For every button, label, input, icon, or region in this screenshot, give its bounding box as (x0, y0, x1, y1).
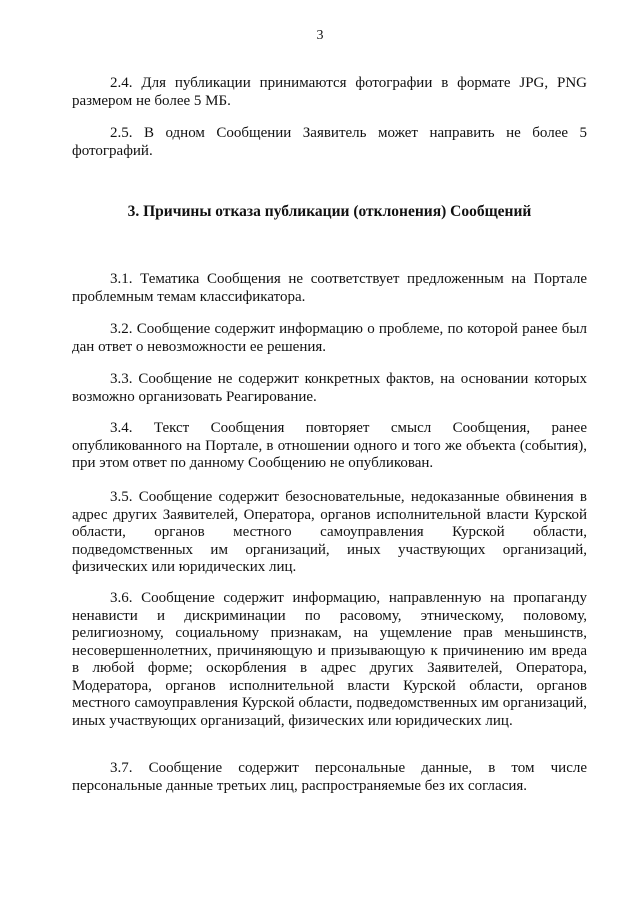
paragraph-3-5: 3.5. Сообщение содержит безосновательные, недоказанные обвинения в адрес других Заявителей, Оператора, органов исполнительной власти Курской области, органов местного самоуправления Курской области, подведомственных им организаций, иных участвующих организаций, физических или юридических лиц. (72, 489, 587, 575)
paragraph-3-7: 3.7. Сообщение содержит персональные данные, в том числе персональные данные третьих лиц, распространяемые без их согласия. (72, 760, 587, 794)
paragraph-3-1: 3.1. Тематика Сообщения не соответствует предложенным на Портале проблемным темам классификатора. (72, 271, 587, 305)
paragraph-2-5: 2.5. В одном Сообщении Заявитель может направить не более 5 фотографий. (72, 125, 587, 159)
page-number: 3 (316, 28, 324, 43)
paragraph-3-4: 3.4. Текст Сообщения повторяет смысл Сообщения, ранее опубликованного на Портале, в отношении одного и того же объекта (события), при этом ответ по данному Сообщению не опубликован. (72, 420, 587, 471)
section-heading: 3. Причины отказа публикации (отклонения) Сообщений (127, 202, 532, 220)
paragraph-2-4: 2.4. Для публикации принимаются фотографии в формате JPG, PNG размером не более 5 МБ. (72, 75, 587, 109)
paragraph-3-2: 3.2. Сообщение содержит информацию о проблеме, по которой ранее был дан ответ о невозможности ее решения. (72, 321, 587, 355)
paragraph-3-6: 3.6. Сообщение содержит информацию, направленную на пропаганду ненависти и дискриминации по расовому, этническому, половому, религиозному, социальному признакам, на ущемление прав меньшинств, несовершеннолетних, причиняющую и призывающую к причинению им вреда в любой форме; оскорбления в адрес других Заявителей, Оператора, Модератора, органов исполнительной власти Курской области, органов местного самоуправления Курской области, подведомственных им организаций, иных участвующих организаций, физических или юридических лиц. (72, 590, 587, 729)
paragraph-3-3: 3.3. Сообщение не содержит конкретных фактов, на основании которых возможно организовать Реагирование. (72, 371, 587, 405)
